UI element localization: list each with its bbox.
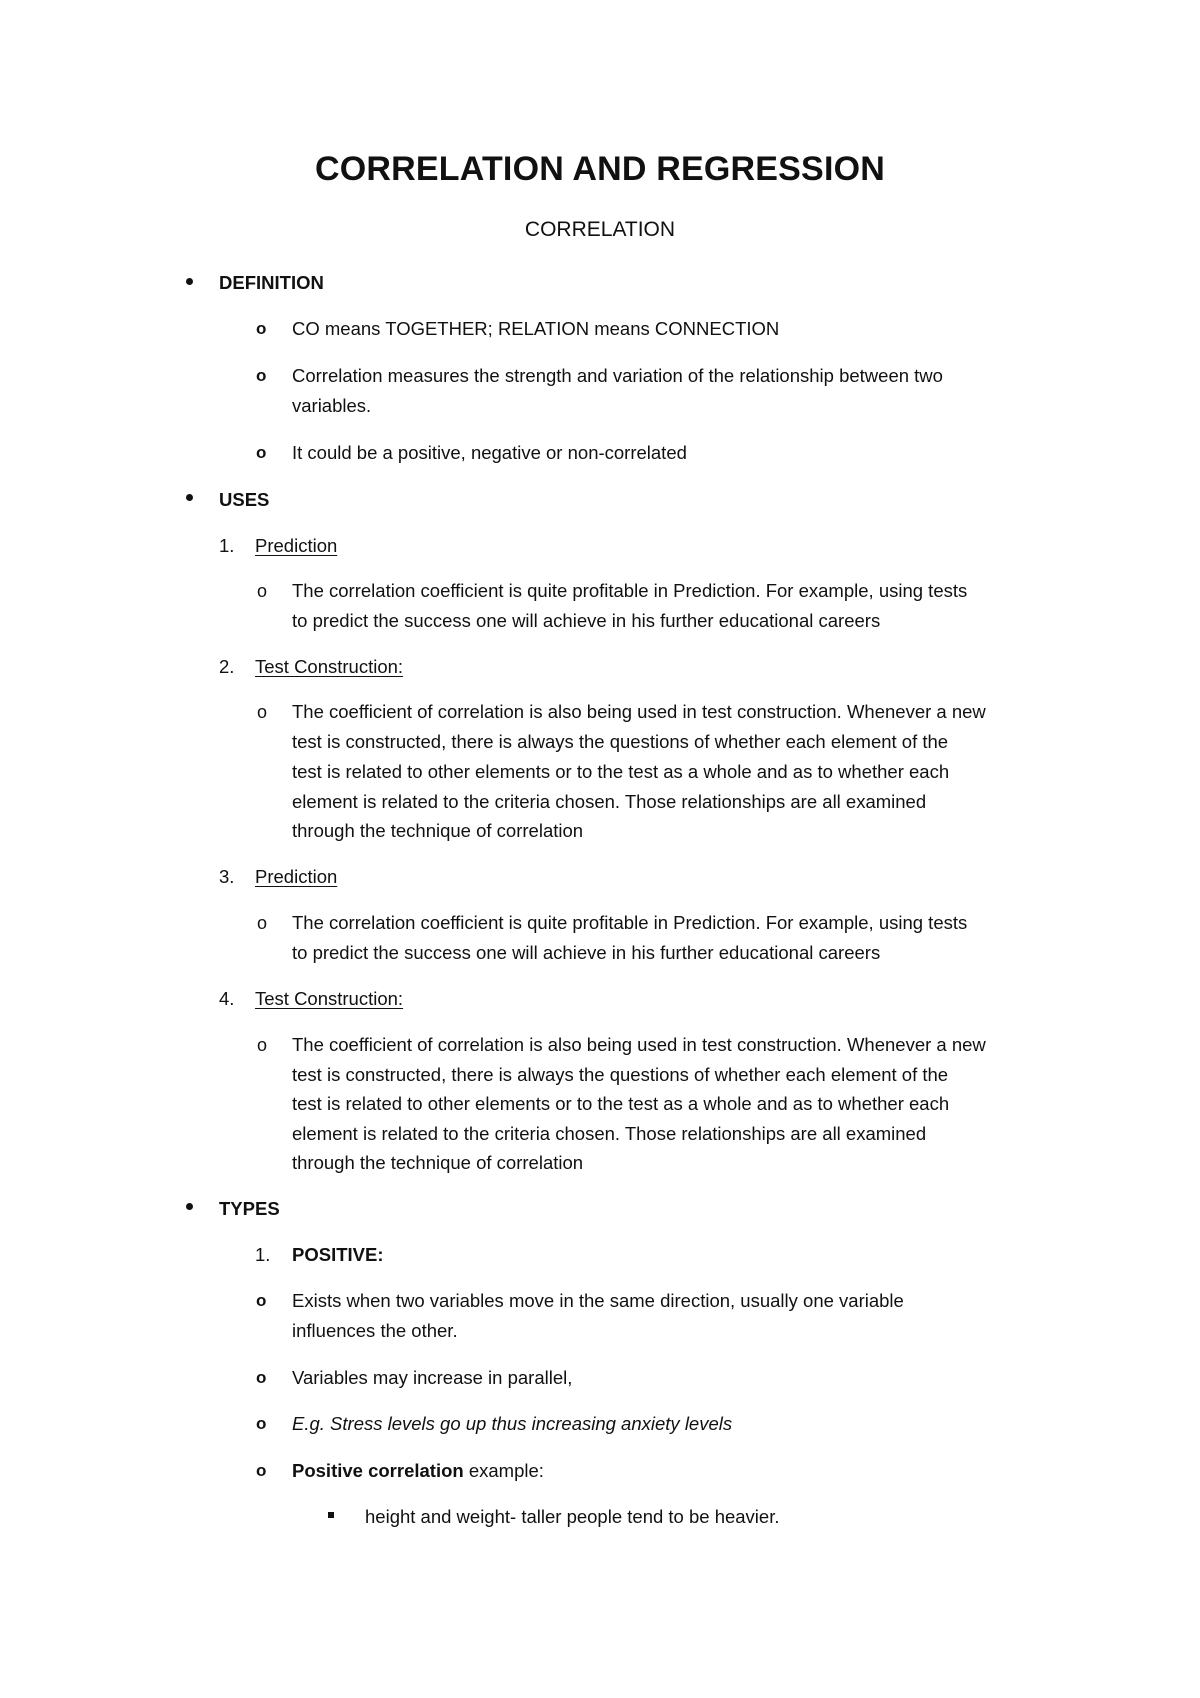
definition-item: Correlation measures the strength and variation of the relationship between two (292, 365, 943, 386)
use-text-line: test is constructed, there is always the questions of whether each element of the (292, 731, 949, 752)
type-example-line (292, 1460, 544, 1482)
o-bullet-icon: o (256, 1368, 267, 1387)
list-number: 4. (219, 988, 235, 1009)
type-item-continued: influences the other. (292, 1320, 458, 1341)
use-title-test-construction: Test Construction: (255, 656, 404, 677)
type-item-example-italic: E.g. Stress levels go up thus increasing anxiety levels (292, 1413, 733, 1434)
use-title-prediction: Prediction (255, 866, 338, 887)
type-item: Exists when two variables move in the same direction, usually one variable (292, 1290, 904, 1311)
use-text-line: test is related to other elements or to the test as a whole and as to whether each (292, 761, 950, 782)
example-rest-label: example: (463, 1460, 544, 1481)
o-bullet-icon: o (256, 1414, 267, 1433)
use-text-line: test is related to other elements or to the test as a whole and as to whether each (292, 1093, 950, 1114)
list-number: 1. (219, 535, 235, 556)
use-text-line: through the technique of correlation (292, 1152, 584, 1173)
o-bullet-icon: o (257, 702, 268, 722)
list-number: 2. (219, 656, 235, 677)
o-bullet-icon: o (256, 1461, 267, 1480)
use-text-line: The correlation coefficient is quite profitable in Prediction. For example, using tests (292, 912, 968, 933)
section-title: CORRELATION (524, 218, 676, 241)
square-bullet-icon (328, 1512, 334, 1518)
example-bold-label: Positive correlation (292, 1460, 464, 1481)
use-text-line: to predict the success one will achieve in his further educational careers (292, 942, 881, 963)
o-bullet-icon: o (256, 366, 267, 385)
use-text-line: element is related to the criteria chosen. Those relationships are all examined (292, 791, 927, 812)
use-text-line: The coefficient of correlation is also being used in test construction. Whenever a new (292, 1034, 986, 1055)
use-text-line: through the technique of correlation (292, 820, 584, 841)
definition-item: CO means TOGETHER; RELATION means CONNECTION (292, 318, 780, 339)
o-bullet-icon: o (256, 319, 267, 338)
document-title: CORRELATION AND REGRESSION (314, 150, 885, 188)
o-bullet-icon: o (256, 443, 267, 462)
use-text-line: element is related to the criteria chosen. Those relationships are all examined (292, 1123, 927, 1144)
use-text-line: The correlation coefficient is quite profitable in Prediction. For example, using tests (292, 580, 968, 601)
list-number: 1. (255, 1244, 271, 1265)
bullet-dot-icon (186, 278, 193, 285)
types-heading: TYPES (219, 1198, 280, 1219)
bullet-dot-icon (186, 1203, 193, 1210)
bullet-dot-icon (186, 494, 193, 501)
definition-heading: DEFINITION (219, 272, 324, 293)
uses-heading: USES (219, 489, 270, 510)
type-title-positive: POSITIVE: (292, 1244, 384, 1265)
use-title-test-construction: Test Construction: (255, 988, 404, 1009)
type-example-item: height and weight- taller people tend to be heavier. (365, 1506, 780, 1527)
o-bullet-icon: o (256, 1291, 267, 1310)
use-text-line: test is constructed, there is always the questions of whether each element of the (292, 1064, 949, 1085)
use-text-line: to predict the success one will achieve in his further educational careers (292, 610, 881, 631)
use-text-line: The coefficient of correlation is also being used in test construction. Whenever a new (292, 701, 986, 722)
definition-item: It could be a positive, negative or non-correlated (292, 442, 687, 463)
type-item: Variables may increase in parallel, (292, 1367, 573, 1388)
o-bullet-icon: o (257, 1035, 268, 1055)
o-bullet-icon: o (257, 581, 268, 601)
list-number: 3. (219, 866, 235, 887)
definition-item-continued: variables. (292, 395, 372, 416)
use-title-prediction: Prediction (255, 535, 338, 556)
o-bullet-icon: o (257, 913, 268, 933)
